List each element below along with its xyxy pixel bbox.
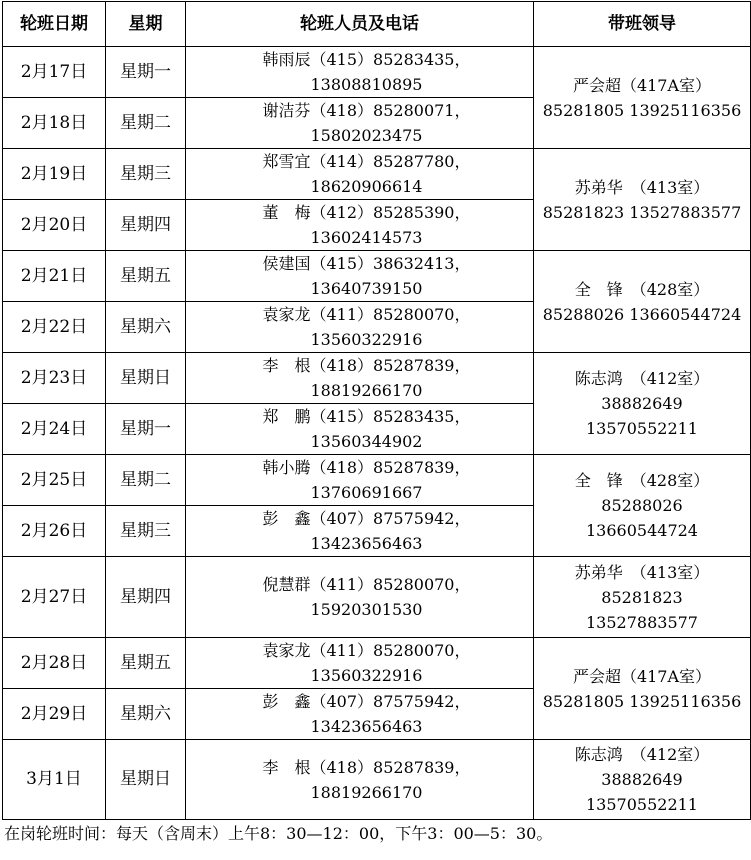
staff-mobile: 13560322916 (310, 666, 423, 685)
leader-name-room: 陈志鸿 （412室） (574, 745, 710, 764)
leader-phones: 85281805 13925116356 (542, 100, 742, 120)
weekday-cell: 星期四 (106, 557, 186, 638)
leader-name-room: 苏弟华 （413室） (574, 562, 710, 582)
staff-cell (186, 251, 534, 302)
staff-mobile: 18620906614 (310, 177, 423, 196)
leader-name-room: 严会超（417A室） (572, 666, 712, 686)
header-weekday: 星期 (106, 2, 186, 47)
header-staff: 轮班人员及电话 (186, 2, 534, 47)
staff-cell (186, 506, 534, 557)
staff-cell (186, 689, 534, 740)
staff-name-phone: 彭 鑫（407）87575942， (262, 692, 471, 711)
staff-name-phone: 倪慧群（411）85280070， (262, 575, 471, 594)
leader-name-room: 全 锋 （428室） (574, 279, 710, 299)
leader-office-phone: 38882649 (601, 394, 683, 413)
staff-mobile: 13760691667 (310, 483, 423, 502)
duty-hours-note: 在岗轮班时间：每天（含周末）上午8：30—12：00，下午3：00—5：30。 (4, 824, 553, 843)
date-cell: 2月25日 (3, 455, 106, 506)
leader-office-phone: 38882649 (601, 770, 683, 789)
header-row (3, 2, 751, 47)
leader-mobile: 13570552211 (586, 795, 698, 814)
duty-roster-table (2, 1, 751, 820)
staff-mobile: 15920301530 (310, 600, 423, 619)
staff-mobile: 13560344902 (310, 432, 423, 451)
staff-mobile: 13423656463 (310, 534, 423, 553)
staff-cell (186, 455, 534, 506)
leader-name-room: 严会超（417A室） (572, 75, 712, 95)
leader-mobile: 13570552211 (586, 419, 698, 438)
staff-name-phone: 侯建国（415）38632413， (262, 254, 471, 273)
weekday-cell: 星期三 (106, 506, 186, 557)
weekday-cell: 星期日 (106, 740, 186, 820)
header-date: 轮班日期 (3, 2, 106, 47)
weekday-cell: 星期日 (106, 353, 186, 404)
staff-cell (186, 353, 534, 404)
table-row (3, 557, 751, 638)
table-row (3, 47, 751, 98)
staff-name-phone: 李 根（418）85287839， (262, 356, 471, 375)
table-row (3, 353, 751, 404)
date-cell: 2月27日 (3, 557, 106, 638)
staff-name-phone: 韩雨辰（415）85283435， (262, 50, 471, 69)
staff-name-phone: 韩小腾（418）85287839， (262, 458, 471, 477)
leader-cell (534, 47, 751, 149)
weekday-cell: 星期一 (106, 47, 186, 98)
staff-name-phone: 李 根（418）85287839， (262, 757, 471, 777)
date-cell: 2月21日 (3, 251, 106, 302)
staff-cell (186, 47, 534, 98)
staff-mobile: 13602414573 (310, 228, 423, 247)
weekday-cell: 星期一 (106, 404, 186, 455)
staff-mobile: 18819266170 (310, 782, 423, 802)
leader-name-room: 苏弟华 （413室） (574, 177, 710, 197)
header-leader: 带班领导 (534, 2, 751, 47)
leader-phones: 85281805 13925116356 (542, 691, 742, 711)
leader-cell (534, 638, 751, 740)
leader-mobile: 13660544724 (586, 521, 698, 540)
staff-cell (186, 98, 534, 149)
leader-cell (534, 149, 751, 251)
table-row (3, 638, 751, 689)
staff-name-phone: 郑 鹏（415）85283435， (262, 407, 471, 426)
date-cell: 2月28日 (3, 638, 106, 689)
leader-phones: 85281823 13527883577 (542, 202, 742, 222)
table-row (3, 251, 751, 302)
staff-name-phone: 谢洁芬（418）85280071， (262, 101, 471, 120)
staff-name-phone: 袁家龙（411）85280070， (262, 305, 471, 324)
staff-mobile: 13808810895 (310, 75, 423, 94)
staff-cell (186, 404, 534, 455)
staff-name-phone: 袁家龙（411）85280070， (262, 641, 471, 660)
staff-cell (186, 557, 534, 638)
date-cell: 2月22日 (3, 302, 106, 353)
weekday-cell: 星期三 (106, 149, 186, 200)
leader-office-phone: 85288026 (601, 496, 683, 515)
date-cell: 2月29日 (3, 689, 106, 740)
weekday-cell: 星期五 (106, 251, 186, 302)
weekday-cell: 星期六 (106, 302, 186, 353)
weekday-cell: 星期四 (106, 200, 186, 251)
leader-cell (534, 740, 751, 820)
staff-name-phone: 董 梅（412）85285390， (262, 203, 471, 222)
table-row (3, 149, 751, 200)
date-cell: 2月18日 (3, 98, 106, 149)
staff-cell (186, 740, 534, 820)
staff-cell (186, 302, 534, 353)
leader-name-room: 陈志鸿 （412室） (574, 369, 710, 388)
staff-name-phone: 彭 鑫（407）87575942， (262, 509, 471, 528)
table-row (3, 455, 751, 506)
staff-mobile: 13640739150 (310, 279, 423, 298)
staff-cell (186, 200, 534, 251)
leader-cell (534, 251, 751, 353)
staff-cell (186, 638, 534, 689)
weekday-cell: 星期二 (106, 455, 186, 506)
date-cell: 3月1日 (3, 740, 106, 820)
staff-mobile: 13560322916 (310, 330, 423, 349)
staff-name-phone: 郑雪宜（414）85287780， (262, 152, 471, 171)
staff-mobile: 18819266170 (310, 381, 423, 400)
date-cell: 2月24日 (3, 404, 106, 455)
leader-office-phone: 85281823 (601, 587, 683, 607)
table-row (3, 740, 751, 820)
date-cell: 2月26日 (3, 506, 106, 557)
weekday-cell: 星期六 (106, 689, 186, 740)
leader-mobile: 13527883577 (586, 612, 698, 632)
weekday-cell: 星期二 (106, 98, 186, 149)
leader-cell (534, 353, 751, 455)
staff-cell (186, 149, 534, 200)
date-cell: 2月23日 (3, 353, 106, 404)
date-cell: 2月20日 (3, 200, 106, 251)
weekday-cell: 星期五 (106, 638, 186, 689)
date-cell: 2月17日 (3, 47, 106, 98)
leader-phones: 85288026 13660544724 (542, 304, 742, 324)
leader-cell (534, 557, 751, 638)
leader-name-room: 全 锋 （428室） (574, 471, 710, 490)
leader-cell (534, 455, 751, 557)
staff-mobile: 15802023475 (310, 126, 423, 145)
date-cell: 2月19日 (3, 149, 106, 200)
staff-mobile: 13423656463 (310, 717, 423, 736)
